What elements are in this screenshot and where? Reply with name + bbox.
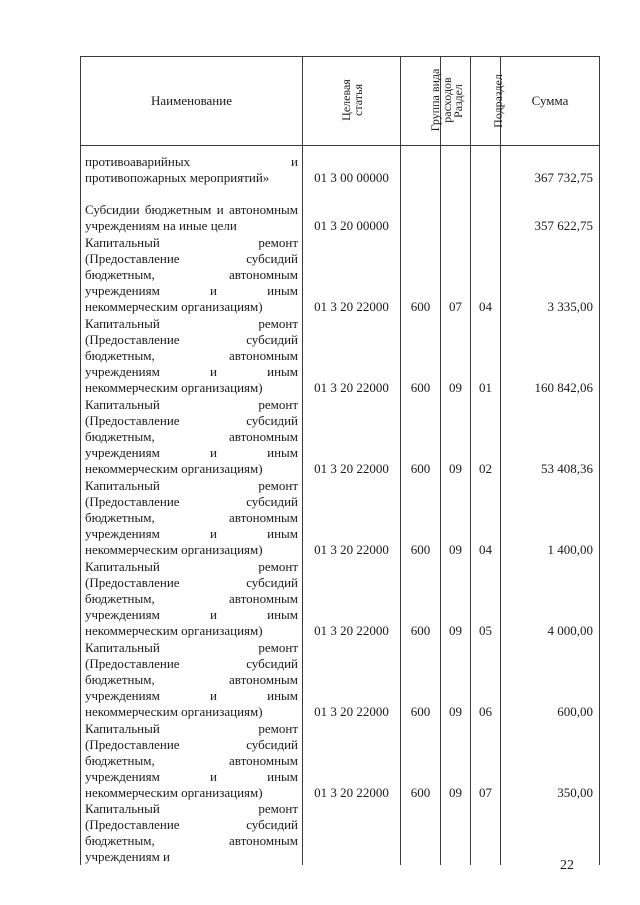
row-group: 600	[401, 315, 441, 396]
row-group: 600	[401, 234, 441, 315]
row-section	[441, 146, 471, 186]
row-group: 600	[401, 558, 441, 639]
row-sum: 53 408,36	[501, 396, 600, 477]
row-section: 09	[441, 720, 471, 801]
header-section: Раздел	[441, 57, 471, 146]
row-sum	[501, 801, 600, 865]
row-name: Капитальный ремонт (Предоставление субсидий бюджетным, автономным учреждениям и иным некоммерческим организациям)	[81, 639, 303, 720]
row-subsection: 04	[471, 477, 501, 558]
row-sum: 357 622,75	[501, 186, 600, 234]
table-row	[81, 234, 600, 315]
row-sum: 3 335,00	[501, 234, 600, 315]
row-group	[401, 186, 441, 234]
row-section: 09	[441, 396, 471, 477]
row-code: 01 3 20 22000	[303, 396, 401, 477]
table-row	[81, 639, 600, 720]
row-code: 01 3 20 22000	[303, 720, 401, 801]
header-sum: Сумма	[501, 57, 600, 146]
row-group: 600	[401, 396, 441, 477]
row-section	[441, 186, 471, 234]
table-row	[81, 186, 600, 234]
row-subsection: 02	[471, 396, 501, 477]
row-section	[441, 801, 471, 865]
page-number: 22	[560, 858, 574, 873]
header-subsection: Подраздел	[471, 57, 501, 146]
row-name: Капитальный ремонт (Предоставление субсидий бюджетным, автономным учреждениям и иным некоммерческим организациям)	[81, 720, 303, 801]
row-name: Капитальный ремонт (Предоставление субсидий бюджетным, автономным учреждениям и	[81, 801, 303, 865]
row-subsection: 04	[471, 234, 501, 315]
row-subsection: 06	[471, 639, 501, 720]
row-code	[303, 801, 401, 865]
table-row	[81, 558, 600, 639]
row-code: 01 3 20 22000	[303, 558, 401, 639]
row-name: Капитальный ремонт (Предоставление субсидий бюджетным, автономным учреждениям и иным некоммерческим организациям)	[81, 234, 303, 315]
row-sum: 4 000,00	[501, 558, 600, 639]
row-subsection	[471, 801, 501, 865]
row-name: Капитальный ремонт (Предоставление субсидий бюджетным, автономным учреждениям и иным некоммерческим организациям)	[81, 315, 303, 396]
row-code: 01 3 20 22000	[303, 315, 401, 396]
table-row	[81, 146, 600, 186]
row-name: Субсидии бюджетным и автономным учреждениям на иные цели	[81, 186, 303, 234]
table-header-row	[81, 57, 600, 146]
row-group: 600	[401, 477, 441, 558]
row-sum: 1 400,00	[501, 477, 600, 558]
row-code: 01 3 00 00000	[303, 146, 401, 186]
row-group: 600	[401, 720, 441, 801]
row-subsection: 01	[471, 315, 501, 396]
row-section: 09	[441, 639, 471, 720]
row-sum: 160 842,06	[501, 315, 600, 396]
budget-table-container	[80, 56, 599, 865]
row-sum: 367 732,75	[501, 146, 600, 186]
table-row	[81, 477, 600, 558]
row-group: 600	[401, 639, 441, 720]
table-row	[81, 396, 600, 477]
header-target-article: Целевая статья	[303, 57, 401, 146]
row-name: противоаварийных и противопожарных мероприятий»	[81, 146, 303, 186]
header-expense-group: Группа вида расходов	[401, 57, 441, 146]
table-row	[81, 720, 600, 801]
row-section: 09	[441, 315, 471, 396]
row-subsection: 05	[471, 558, 501, 639]
row-group	[401, 146, 441, 186]
row-subsection	[471, 186, 501, 234]
table-row	[81, 315, 600, 396]
row-group	[401, 801, 441, 865]
table-row	[81, 801, 600, 865]
row-sum: 600,00	[501, 639, 600, 720]
row-code: 01 3 20 22000	[303, 234, 401, 315]
row-name: Капитальный ремонт (Предоставление субсидий бюджетным, автономным учреждениям и иным некоммерческим организациям)	[81, 558, 303, 639]
row-sum: 350,00	[501, 720, 600, 801]
budget-table	[80, 56, 600, 865]
row-name: Капитальный ремонт (Предоставление субсидий бюджетным, автономным учреждениям и иным некоммерческим организациям)	[81, 477, 303, 558]
row-section: 09	[441, 558, 471, 639]
row-code: 01 3 20 00000	[303, 186, 401, 234]
row-section: 07	[441, 234, 471, 315]
row-code: 01 3 20 22000	[303, 477, 401, 558]
header-name: Наименование	[81, 57, 303, 146]
row-subsection: 07	[471, 720, 501, 801]
row-code: 01 3 20 22000	[303, 639, 401, 720]
row-subsection	[471, 146, 501, 186]
row-name: Капитальный ремонт (Предоставление субсидий бюджетным, автономным учреждениям и иным некоммерческим организациям)	[81, 396, 303, 477]
row-section: 09	[441, 477, 471, 558]
